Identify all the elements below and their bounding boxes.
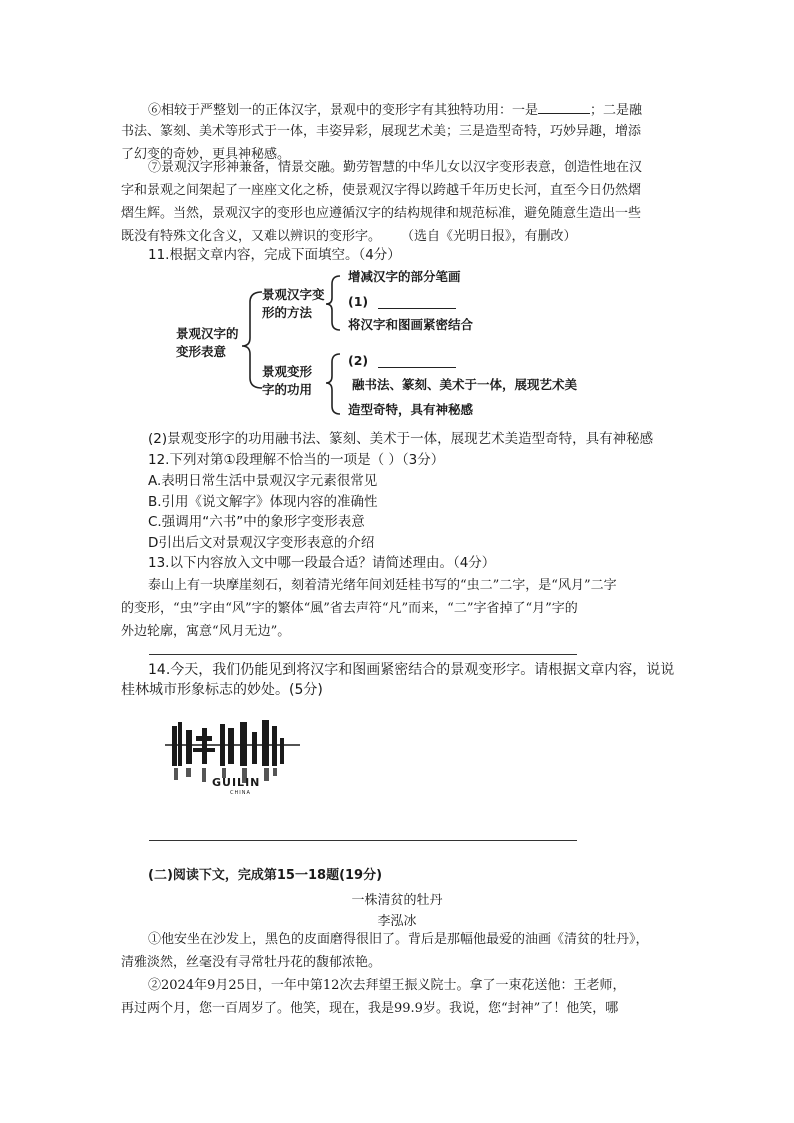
mindmap-branch-function	[262, 363, 312, 399]
q13-quote-line2: 的变形，“虫”字由“风”字的繁体“風”省去声符“凡”而来，“二”字省掉了“月”字的	[121, 601, 578, 616]
answer-line-q13[interactable]	[149, 654, 577, 655]
source-citation: （选自《光明日报》，有删改）	[401, 229, 577, 244]
para7-line2: 字和景观之间架起了一座座文化之桥，使景观汉字得以跨越千年历史长河，直至今日仍然熠	[121, 183, 642, 198]
para6-line3: 了幻变的奇妙，更具神秘感。	[121, 147, 291, 162]
guilin-logo-subtext: CHINA	[230, 790, 251, 796]
section2-heading: (二)阅读下文，完成第15一18题(19分)	[148, 868, 383, 883]
q13-quote-line1: 泰山上有一块摩崖刻石，刻着清光绪年间刘廷桂书写的“虫二”二字，是“风月”二字	[148, 578, 617, 593]
article-author: 李泓冰	[377, 914, 417, 929]
mindmap-root-line2: 变形表意	[176, 344, 227, 359]
method-item-1: 增减汉字的部分笔画	[348, 269, 461, 284]
article-p1-line1: ①他安坐在沙发上，黑色的皮面磨得很旧了。背后是那幅他最爱的油画《清贫的牡丹》，	[148, 932, 649, 947]
q12-option-c[interactable]: C.强调用“六书”中的象形字变形表意	[148, 514, 365, 530]
method-item-3: 将汉字和图画紧密结合	[348, 317, 474, 332]
mindmap-root-line1: 景观汉字的	[176, 326, 239, 341]
para7-line1: ⑦景观汉字形神兼备，情景交融。勤劳智慧的中华儿女以汉字变形表意，创造性地在汉	[148, 160, 643, 175]
function-item-1-number: (2)	[348, 353, 369, 368]
article-title: 一株清贫的牡丹	[351, 893, 443, 908]
para7-line4-text: 既没有特殊文化含义，又难以辨识的变形字。	[121, 229, 382, 244]
function-item-1	[348, 352, 456, 370]
q14-line2: 桂林城市形象标志的妙处。(5分)	[121, 682, 323, 698]
branch-method-line2: 形的方法	[262, 305, 313, 320]
article-p1-line2: 清雅淡然，丝毫没有寻常牡丹花的馥郁浓艳。	[121, 955, 382, 970]
q13-quote-line3: 外边轮廓，寓意“风月无边”。	[121, 624, 291, 639]
q13-prompt: 13.以下内容放入文中哪一段最合适？请简述理由。（4分）	[148, 555, 496, 571]
branch-function-line1: 景观变形	[262, 364, 313, 379]
q12-option-b[interactable]: B.引用《说文解字》体现内容的准确性	[148, 494, 378, 510]
answer-blank-1[interactable]	[378, 296, 456, 309]
article-p2-line1: ②2024年9月25日，一年中第12次去拜望王振义院士。拿了一束花送他：王老师，	[148, 978, 626, 993]
guilin-logo-graphic	[160, 718, 310, 818]
q12-prompt: 12.下列对第①段理解不恰当的一项是（ ）（3分）	[148, 452, 445, 468]
guilin-logo-text: GUILIN	[212, 776, 261, 789]
function-item-2: 融书法、篆刻、美术于一体，展现艺术美	[352, 377, 578, 392]
para6-line1-pre: ⑥相较于严整划一的正体汉字，景观中的变形字有其独特功用：一是	[148, 103, 539, 118]
mindmap-branch-method	[262, 286, 325, 322]
answer-line-q14[interactable]	[149, 840, 577, 841]
function-item-3: 造型奇特，具有神秘感	[348, 402, 474, 417]
method-item-2	[348, 293, 456, 311]
guilin-logo	[160, 718, 310, 818]
q11-answer-2: (2)景观变形字的功用融书法、篆刻、美术于一体，展现艺术美造型奇特，具有神秘感	[148, 431, 654, 447]
q12-option-a[interactable]: A.表明日常生活中景观汉字元素很常见	[148, 473, 378, 489]
branch-method-line1: 景观汉字变	[262, 287, 325, 302]
para6-line2: 书法、篆刻、美术等形式于一体，丰姿异彩，展现艺术美；三是造型奇特，巧妙异趣，增添	[121, 124, 642, 139]
q11-prompt: 11.根据文章内容，完成下面填空。（4分）	[148, 247, 401, 263]
article-p2-line2: 再过两个月，您一百周岁了。他笑，现在，我是99.9岁。我说，您“封神”了！他笑，哪	[121, 1001, 619, 1016]
q14-line1: 14.今天，我们仍能见到将汉字和图画紧密结合的景观变形字。请根据文章内容，说说	[148, 662, 675, 678]
para6-line1-post: ；二是融	[590, 103, 643, 118]
branch-function-line2: 字的功用	[262, 382, 313, 397]
answer-blank-2[interactable]	[378, 355, 456, 368]
para7-line3: 熠生辉。当然，景观汉字的变形也应遵循汉字的结构规律和规范标准，避免随意生造出一些	[121, 206, 642, 221]
method-item-2-number: (1)	[348, 294, 369, 309]
q12-option-d[interactable]: D引出后文对景观汉字变形表意的介绍	[148, 535, 375, 551]
